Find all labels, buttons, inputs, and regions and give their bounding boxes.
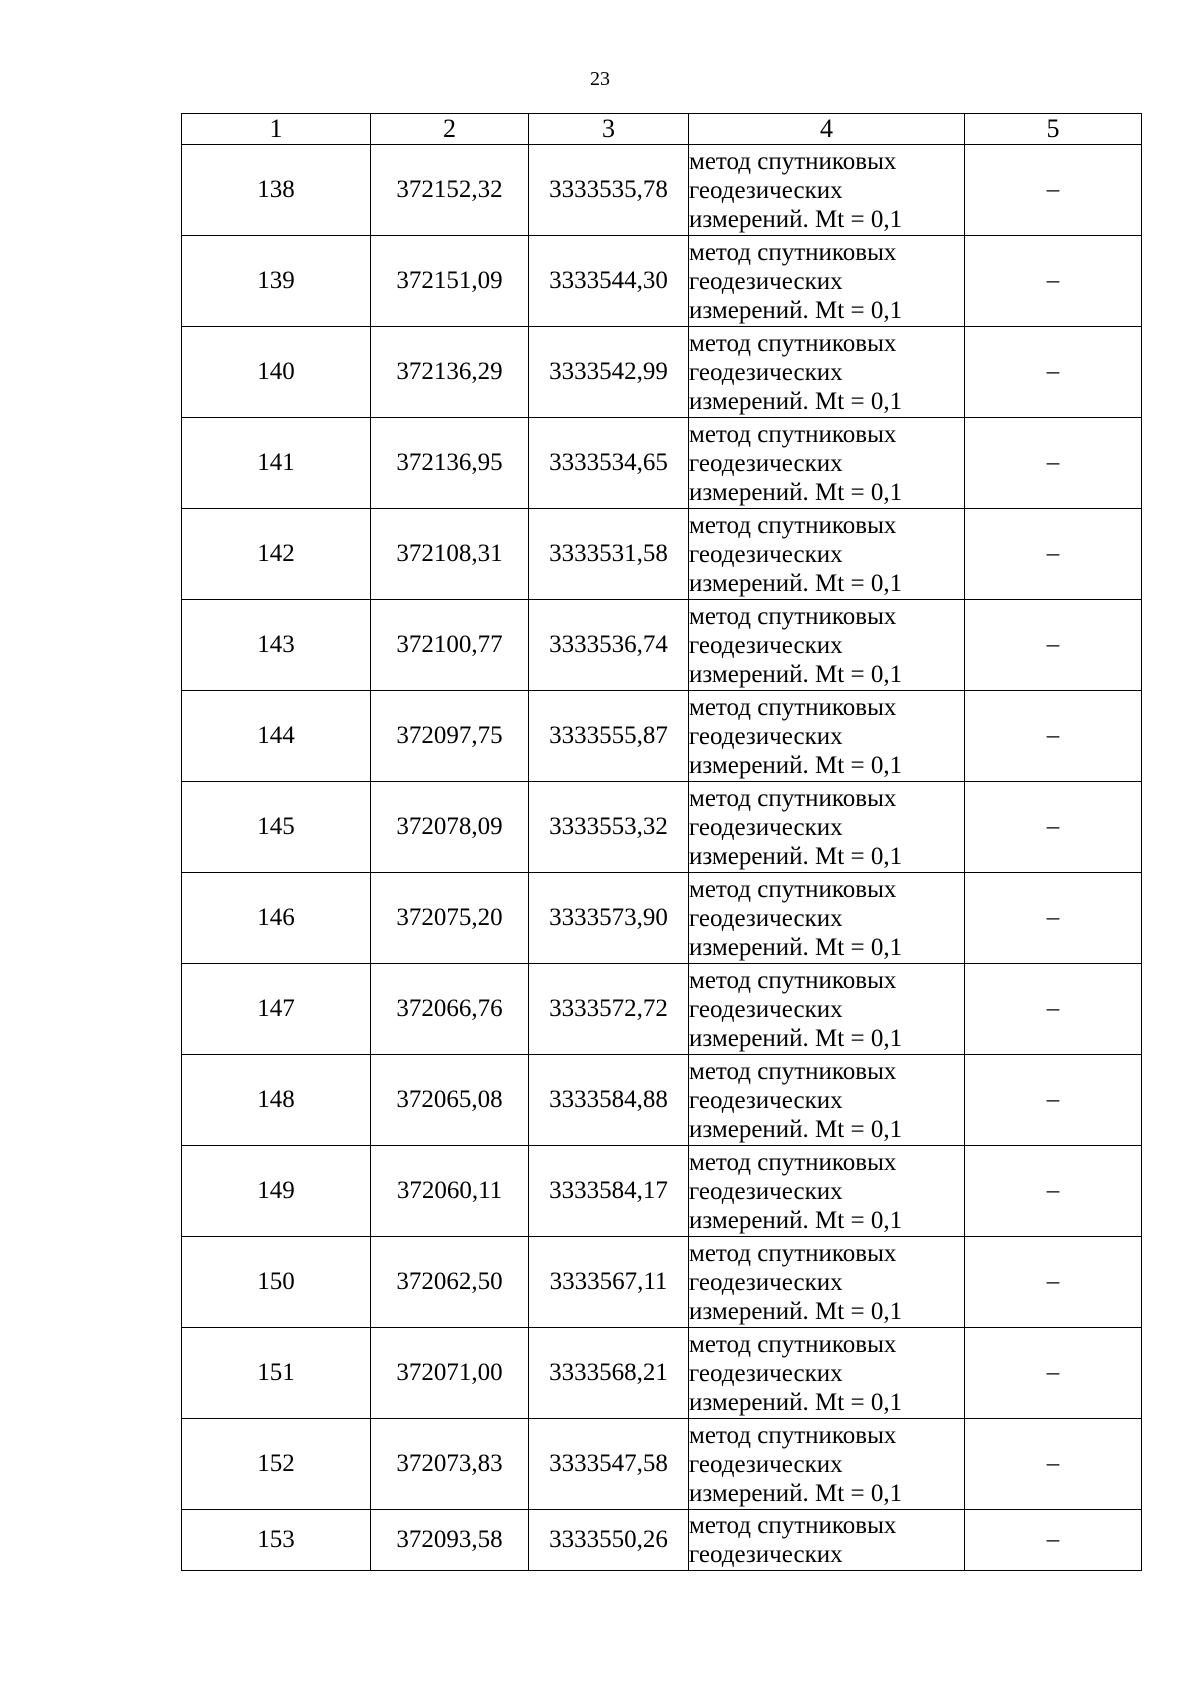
method-text-line: измерений. Mt = 0,1	[689, 569, 903, 597]
method-cell	[689, 1510, 965, 1571]
table-row	[182, 691, 1142, 782]
method-text-line: геодезических	[689, 1177, 843, 1205]
method-cell	[689, 1055, 965, 1146]
method-cell	[689, 1419, 965, 1510]
x-coordinate-cell: 372066,76	[371, 964, 529, 1055]
y-coordinate-cell: 3333542,99	[529, 327, 689, 418]
empty-value-cell: –	[965, 1510, 1142, 1571]
method-text-line: метод спутниковых	[689, 1512, 897, 1539]
y-coordinate-cell: 3333584,88	[529, 1055, 689, 1146]
table-row	[182, 964, 1142, 1055]
method-text-line: метод спутниковых	[689, 147, 897, 175]
method-text-line: метод спутниковых	[689, 1239, 897, 1267]
table-row	[182, 782, 1142, 873]
method-text-line: метод спутниковых	[689, 238, 897, 266]
method-text-line: геодезических	[689, 358, 843, 386]
table-row	[182, 1237, 1142, 1328]
method-text-line: метод спутниковых	[689, 875, 897, 903]
x-coordinate-cell: 372065,08	[371, 1055, 529, 1146]
method-text-line: измерений. Mt = 0,1	[689, 660, 903, 688]
method-text-line: метод спутниковых	[689, 693, 897, 721]
method-text-line: измерений. Mt = 0,1	[689, 1024, 903, 1052]
method-text-line: метод спутниковых	[689, 511, 897, 539]
y-coordinate-cell: 3333567,11	[529, 1237, 689, 1328]
method-text-line: метод спутниковых	[689, 1330, 897, 1358]
method-text-line: метод спутниковых	[689, 420, 897, 448]
method-text-line: геодезических	[689, 449, 843, 477]
empty-value-cell: –	[965, 1146, 1142, 1237]
empty-value-cell: –	[965, 1237, 1142, 1328]
column-header: 3	[529, 114, 689, 145]
y-coordinate-cell: 3333536,74	[529, 600, 689, 691]
table-row	[182, 509, 1142, 600]
table-row	[182, 236, 1142, 327]
method-text-line: геодезических	[689, 1450, 843, 1478]
method-text-line: метод спутниковых	[689, 1421, 897, 1449]
x-coordinate-cell: 372097,75	[371, 691, 529, 782]
x-coordinate-cell: 372060,11	[371, 1146, 529, 1237]
empty-value-cell: –	[965, 418, 1142, 509]
method-text-line: метод спутниковых	[689, 1148, 897, 1176]
point-number-cell: 144	[182, 691, 371, 782]
method-text-line: измерений. Mt = 0,1	[689, 205, 903, 233]
empty-value-cell: –	[965, 236, 1142, 327]
x-coordinate-cell: 372108,31	[371, 509, 529, 600]
method-text-line: измерений. Mt = 0,1	[689, 1479, 903, 1507]
y-coordinate-cell: 3333547,58	[529, 1419, 689, 1510]
x-coordinate-cell: 372093,58	[371, 1510, 529, 1571]
x-coordinate-cell: 372100,77	[371, 600, 529, 691]
method-text-line: метод спутниковых	[689, 329, 897, 357]
point-number-cell: 140	[182, 327, 371, 418]
method-text-line: метод спутниковых	[689, 784, 897, 812]
point-number-cell: 153	[182, 1510, 371, 1571]
x-coordinate-cell: 372152,32	[371, 145, 529, 236]
method-text-line: метод спутниковых	[689, 1057, 897, 1085]
column-header: 5	[965, 114, 1142, 145]
method-text-line: геодезических	[689, 995, 843, 1023]
x-coordinate-cell: 372062,50	[371, 1237, 529, 1328]
y-coordinate-cell: 3333568,21	[529, 1328, 689, 1419]
point-number-cell: 149	[182, 1146, 371, 1237]
column-header: 2	[371, 114, 529, 145]
method-text-line: измерений. Mt = 0,1	[689, 478, 903, 506]
method-text-line: измерений. Mt = 0,1	[689, 751, 903, 779]
empty-value-cell: –	[965, 1419, 1142, 1510]
method-text-line: геодезических	[689, 267, 843, 295]
method-text-line: геодезических	[689, 904, 843, 932]
method-cell	[689, 691, 965, 782]
point-number-cell: 148	[182, 1055, 371, 1146]
empty-value-cell: –	[965, 691, 1142, 782]
point-number-cell: 138	[182, 145, 371, 236]
method-text-line: геодезических	[689, 1268, 843, 1296]
y-coordinate-cell: 3333535,78	[529, 145, 689, 236]
point-number-cell: 152	[182, 1419, 371, 1510]
method-text-line: геодезических	[689, 813, 843, 841]
empty-value-cell: –	[965, 964, 1142, 1055]
empty-value-cell: –	[965, 873, 1142, 964]
method-cell	[689, 509, 965, 600]
page-number: 23	[590, 68, 610, 90]
x-coordinate-cell: 372078,09	[371, 782, 529, 873]
method-text-line: измерений. Mt = 0,1	[689, 1388, 903, 1416]
method-text-line: геодезических	[689, 1541, 843, 1568]
method-text-line: измерений. Mt = 0,1	[689, 1297, 903, 1325]
method-text-line: метод спутниковых	[689, 966, 897, 994]
table-row	[182, 1510, 1142, 1571]
method-text-line: измерений. Mt = 0,1	[689, 933, 903, 961]
method-cell	[689, 964, 965, 1055]
method-text-line: измерений. Mt = 0,1	[689, 387, 903, 415]
y-coordinate-cell: 3333573,90	[529, 873, 689, 964]
table-row	[182, 1328, 1142, 1419]
point-number-cell: 146	[182, 873, 371, 964]
method-cell	[689, 1328, 965, 1419]
coordinates-table	[181, 113, 1142, 1571]
table-body	[182, 145, 1142, 1571]
method-text-line: геодезических	[689, 1359, 843, 1387]
method-cell	[689, 1237, 965, 1328]
method-text-line: геодезических	[689, 540, 843, 568]
empty-value-cell: –	[965, 1328, 1142, 1419]
method-text-line: геодезических	[689, 1086, 843, 1114]
method-cell	[689, 418, 965, 509]
method-cell	[689, 600, 965, 691]
empty-value-cell: –	[965, 1055, 1142, 1146]
empty-value-cell: –	[965, 327, 1142, 418]
point-number-cell: 151	[182, 1328, 371, 1419]
table-row	[182, 1419, 1142, 1510]
table-row	[182, 600, 1142, 691]
method-text-line: измерений. Mt = 0,1	[689, 1115, 903, 1143]
method-cell	[689, 873, 965, 964]
y-coordinate-cell: 3333584,17	[529, 1146, 689, 1237]
point-number-cell: 142	[182, 509, 371, 600]
x-coordinate-cell: 372136,95	[371, 418, 529, 509]
empty-value-cell: –	[965, 145, 1142, 236]
y-coordinate-cell: 3333544,30	[529, 236, 689, 327]
point-number-cell: 150	[182, 1237, 371, 1328]
x-coordinate-cell: 372136,29	[371, 327, 529, 418]
method-text-line: измерений. Mt = 0,1	[689, 296, 903, 324]
method-cell	[689, 782, 965, 873]
empty-value-cell: –	[965, 782, 1142, 873]
method-text-line: геодезических	[689, 631, 843, 659]
column-header: 4	[689, 114, 965, 145]
y-coordinate-cell: 3333555,87	[529, 691, 689, 782]
table-row	[182, 1146, 1142, 1237]
y-coordinate-cell: 3333550,26	[529, 1510, 689, 1571]
empty-value-cell: –	[965, 600, 1142, 691]
point-number-cell: 145	[182, 782, 371, 873]
y-coordinate-cell: 3333531,58	[529, 509, 689, 600]
empty-value-cell: –	[965, 509, 1142, 600]
method-cell	[689, 1146, 965, 1237]
y-coordinate-cell: 3333572,72	[529, 964, 689, 1055]
method-text-line: геодезических	[689, 176, 843, 204]
method-cell	[689, 145, 965, 236]
table-row	[182, 873, 1142, 964]
method-text-line: измерений. Mt = 0,1	[689, 842, 903, 870]
point-number-cell: 143	[182, 600, 371, 691]
x-coordinate-cell: 372151,09	[371, 236, 529, 327]
table-row	[182, 418, 1142, 509]
y-coordinate-cell: 3333534,65	[529, 418, 689, 509]
table-row	[182, 327, 1142, 418]
point-number-cell: 147	[182, 964, 371, 1055]
method-text-line: метод спутниковых	[689, 602, 897, 630]
x-coordinate-cell: 372071,00	[371, 1328, 529, 1419]
x-coordinate-cell: 372075,20	[371, 873, 529, 964]
method-cell	[689, 236, 965, 327]
table-row	[182, 1055, 1142, 1146]
column-header: 1	[182, 114, 371, 145]
table-row	[182, 145, 1142, 236]
method-cell	[689, 327, 965, 418]
table-header-row	[182, 114, 1142, 145]
point-number-cell: 139	[182, 236, 371, 327]
method-text-line: измерений. Mt = 0,1	[689, 1206, 903, 1234]
method-text-line: геодезических	[689, 722, 843, 750]
x-coordinate-cell: 372073,83	[371, 1419, 529, 1510]
point-number-cell: 141	[182, 418, 371, 509]
y-coordinate-cell: 3333553,32	[529, 782, 689, 873]
